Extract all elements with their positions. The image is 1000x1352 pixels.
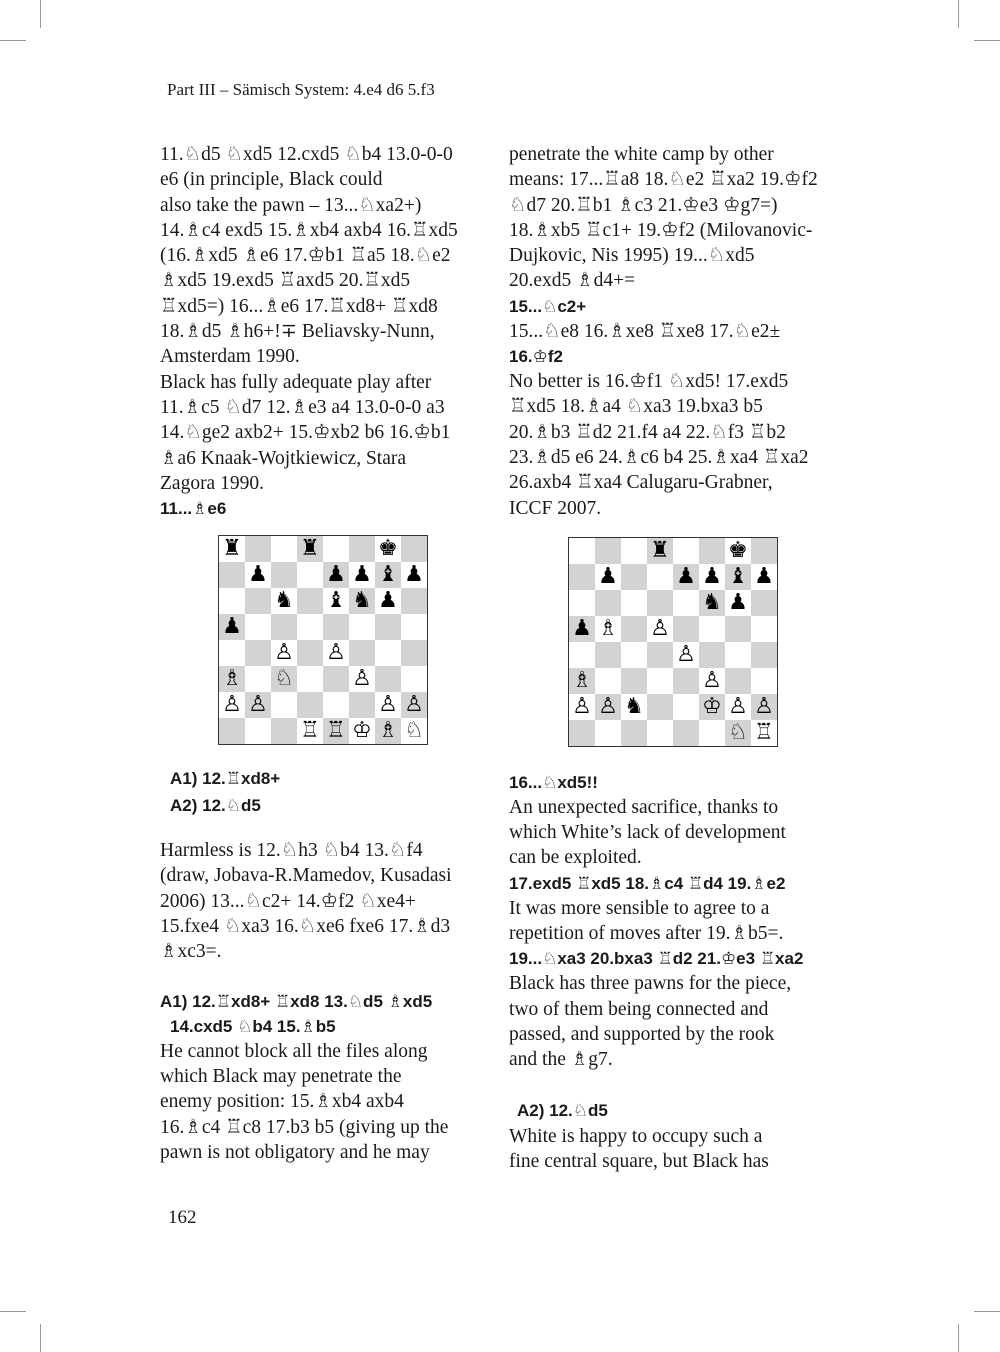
board-square: ♘ [401, 718, 427, 744]
board-square [621, 642, 647, 668]
section-heading-a2: A2) 12.♘d5 [517, 1100, 608, 1120]
board-square [401, 588, 427, 614]
board-square: ♟ [725, 590, 751, 616]
board-square: ♔ [699, 694, 725, 720]
board-square: ♙ [375, 692, 401, 718]
board-square [349, 614, 375, 640]
board-square: ♟ [349, 562, 375, 588]
board-square [725, 616, 751, 642]
board-square [375, 640, 401, 666]
board-square [647, 642, 673, 668]
board-square: ♗ [595, 616, 621, 642]
board-square [271, 718, 297, 744]
board-square [349, 536, 375, 562]
board-square: ♙ [673, 642, 699, 668]
board-square [621, 564, 647, 590]
board-square [725, 668, 751, 694]
board-square [323, 614, 349, 640]
board-square: ♟ [569, 616, 595, 642]
board-square: ♞ [271, 588, 297, 614]
board-square [245, 718, 271, 744]
move-heading: 16.♔f2 [509, 347, 563, 367]
crop-mark [0, 40, 26, 41]
board-square [595, 590, 621, 616]
running-header: Part III – Sämisch System: 4.e4 d6 5.f3 [167, 80, 435, 99]
paragraph: An unexpected sacrifice, thanks to which White’s lack of development can be exploited. [509, 796, 786, 869]
board-square [621, 668, 647, 694]
right-column [509, 142, 839, 1174]
board-square [271, 692, 297, 718]
board-square: ♙ [725, 694, 751, 720]
board-square: ♝ [725, 564, 751, 590]
board-square [595, 668, 621, 694]
board-square: ♙ [323, 640, 349, 666]
board-square: ♜ [297, 536, 323, 562]
left-column [160, 142, 490, 1165]
board-square: ♝ [375, 562, 401, 588]
board-square: ♔ [349, 718, 375, 744]
crop-mark [40, 1324, 41, 1352]
board-square [219, 562, 245, 588]
board-square: ♜ [647, 538, 673, 564]
paragraph: Harmless is 12.♘h3 ♘b4 13.♘f4 (draw, Jobava-R.Mamedov, Kusadasi 2006) 13...♘c2+ 14.♔f2 ♘xe4+ 15.fxe4 ♘xa3 16.♘xe6 fxe6 17.♗d3 ♗xc3=. [160, 840, 452, 963]
board-square [699, 616, 725, 642]
board-square [297, 666, 323, 692]
board-square [219, 588, 245, 614]
paragraph: Black has fully adequate play after 11.♗c5 ♘d7 12.♗e3 a4 13.0-0-0 a3 14.♘ge2 axb2+ 15.♔xb2 b6 16.♔b1 ♗a6 Knaak-Wojtkiewicz, Stara Zagora 1990. [160, 371, 451, 494]
paragraph: It was more sensible to agree to a repetition of moves after 19.♗b5=. [509, 897, 784, 945]
board-square: ♙ [271, 640, 297, 666]
board-square [673, 694, 699, 720]
move-heading: 15...♘c2+ [509, 296, 587, 316]
board-square: ♚ [725, 538, 751, 564]
board-square [751, 590, 777, 616]
move-heading: 17.exd5 ♖xd5 18.♗c4 ♖d4 19.♗e2 [509, 873, 786, 893]
board-square [621, 590, 647, 616]
board-square [621, 538, 647, 564]
board-square: ♙ [595, 694, 621, 720]
board-square [297, 562, 323, 588]
board-square [245, 588, 271, 614]
variation-option: A1) 12.♖xd8+ [170, 769, 281, 789]
board-square: ♟ [375, 588, 401, 614]
board-square: ♟ [673, 564, 699, 590]
paragraph: 11.♘d5 ♘xd5 12.cxd5 ♘b4 13.0-0-0 e6 (in principle, Black could also take the pawn – 13...♘xa2+) 14.♗c4 exd5 15.♗xb4 axb4 16.♖xd5 (16.♗xd5 ♗e6 17.♔b1 ♖a5 18.♘e2 ♗xd5 19.exd5 ♖axd5 20.♖xd5 ♖xd5=) 16...♗e6 17.♖xd8+ ♖xd8 18.♗d5 ♗h6+!∓ Beliavsky-Nunn, Amsterdam 1990. [160, 144, 458, 368]
board-square: ♗ [569, 668, 595, 694]
board-square: ♚ [375, 536, 401, 562]
board-square [219, 718, 245, 744]
board-square: ♞ [699, 590, 725, 616]
board-square: ♞ [349, 588, 375, 614]
board-square: ♙ [569, 694, 595, 720]
board-square [219, 640, 245, 666]
board-square [699, 538, 725, 564]
board-square [595, 642, 621, 668]
board-square [569, 538, 595, 564]
board-square: ♜ [219, 536, 245, 562]
board-square [375, 614, 401, 640]
board-square [647, 590, 673, 616]
board-square [297, 692, 323, 718]
board-square: ♙ [647, 616, 673, 642]
board-square: ♗ [219, 666, 245, 692]
board-square [595, 538, 621, 564]
board-square [375, 666, 401, 692]
board-square: ♖ [297, 718, 323, 744]
paragraph: White is happy to occupy such a fine central square, but Black has [509, 1125, 769, 1172]
board-square [699, 642, 725, 668]
board-square [323, 536, 349, 562]
board-square [245, 536, 271, 562]
board-square: ♙ [401, 692, 427, 718]
board-square [245, 666, 271, 692]
board-square [673, 616, 699, 642]
board-square [751, 538, 777, 564]
crop-mark [958, 1324, 959, 1352]
board-square [349, 692, 375, 718]
crop-mark [958, 0, 959, 28]
variation-option: A2) 12.♘d5 [170, 796, 261, 816]
board-square: ♙ [699, 668, 725, 694]
board-square [621, 720, 647, 746]
board-square: ♟ [401, 562, 427, 588]
board-square [647, 720, 673, 746]
board-square: ♝ [323, 588, 349, 614]
board-square: ♙ [219, 692, 245, 718]
page-number: 162 [168, 1207, 197, 1228]
board-square: ♟ [245, 562, 271, 588]
board-square [401, 614, 427, 640]
crop-mark [0, 1311, 26, 1312]
board-square: ♟ [323, 562, 349, 588]
board-square [245, 614, 271, 640]
board-square [569, 590, 595, 616]
board-square [647, 564, 673, 590]
board-square [673, 668, 699, 694]
board-square [297, 588, 323, 614]
board-square [725, 642, 751, 668]
board-square [699, 720, 725, 746]
board-square [751, 616, 777, 642]
move-heading: 11...♗e6 [160, 499, 227, 519]
board-square: ♖ [751, 720, 777, 746]
board-square: ♟ [699, 564, 725, 590]
board-square: ♟ [751, 564, 777, 590]
board-square [323, 666, 349, 692]
board-square [751, 668, 777, 694]
board-square [621, 616, 647, 642]
board-square [673, 590, 699, 616]
board-square [297, 614, 323, 640]
board-square [323, 692, 349, 718]
board-square: ♞ [621, 694, 647, 720]
paragraph: He cannot block all the files along which Black may penetrate the enemy position: 15.♗xb4 axb4 16.♗c4 ♖c8 17.b3 b5 (giving up the pawn is not obligatory and he may [160, 1040, 449, 1163]
board-square [595, 720, 621, 746]
board-square [673, 720, 699, 746]
board-square: ♘ [725, 720, 751, 746]
board-square: ♙ [349, 666, 375, 692]
board-square [751, 642, 777, 668]
board-square [271, 562, 297, 588]
section-heading-a1: A1) 12.♖xd8+ ♖xd8 13.♘d5 ♗xd5 14.cxd5 ♘b4 15.♗b5 [160, 991, 433, 1036]
board-square [271, 536, 297, 562]
board-square [569, 720, 595, 746]
paragraph: 15...♘e8 16.♗xe8 ♖xe8 17.♘e2± [509, 320, 781, 342]
board-square: ♘ [271, 666, 297, 692]
board-square [271, 614, 297, 640]
move-heading: 16...♘xd5!! [509, 772, 598, 792]
board-square [401, 640, 427, 666]
chess-diagram [568, 537, 778, 747]
board-square: ♟ [219, 614, 245, 640]
board-square: ♖ [323, 718, 349, 744]
board-square: ♙ [245, 692, 271, 718]
board-square: ♗ [375, 718, 401, 744]
board-square [569, 642, 595, 668]
board-square [401, 536, 427, 562]
crop-mark [974, 40, 1000, 41]
board-square [673, 538, 699, 564]
paragraph: No better is 16.♔f1 ♘xd5! 17.exd5 ♖xd5 18.♗a4 ♘xa3 19.bxa3 b5 20.♗b3 ♖d2 21.f4 a4 22.♘f3 ♖b2 23.♗d5 e6 24.♗c6 b4 25.♗xa4 ♖xa2 26.axb4 ♖xa4 Calugaru-Grabner, ICCF 2007. [509, 371, 809, 519]
board-square [297, 640, 323, 666]
board-square [647, 668, 673, 694]
board-square [569, 564, 595, 590]
board-square: ♟ [595, 564, 621, 590]
board-square [647, 694, 673, 720]
board-square [349, 640, 375, 666]
paragraph: Black has three pawns for the piece, two of them being connected and passed, and supported by the rook and the ♗g7. [509, 973, 792, 1071]
crop-mark [974, 1311, 1000, 1312]
board-square [401, 666, 427, 692]
paragraph: penetrate the white camp by other means: 17...♖a8 18.♘e2 ♖xa2 19.♔f2 ♘d7 20.♖b1 ♗c3 21.♔e3 ♔g7=) 18.♗xb5 ♖c1+ 19.♔f2 (Milovanovic- Dujkovic, Nis 1995) 19...♘xd5 20.exd5 ♗d4+= [509, 144, 818, 292]
chess-diagram [218, 535, 428, 745]
crop-mark [40, 0, 41, 28]
board-square: ♙ [751, 694, 777, 720]
board-square [245, 640, 271, 666]
move-heading: 19...♘xa3 20.bxa3 ♖d2 21.♔e3 ♖xa2 [509, 949, 804, 969]
